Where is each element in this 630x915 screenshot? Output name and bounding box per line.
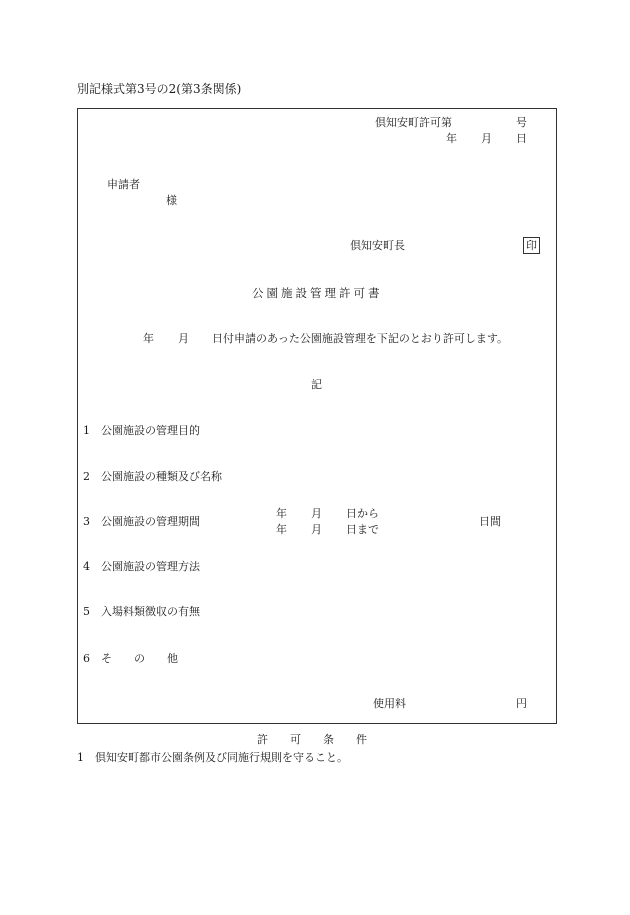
item-label: 公園施設の管理方法 (101, 560, 200, 573)
item-number: 4 (83, 560, 90, 573)
issue-date-day: 日 (516, 132, 527, 145)
period-from-label: 日から (346, 507, 379, 520)
honorific: 様 (166, 194, 177, 207)
application-year: 年 (143, 332, 154, 345)
permit-number-prefix: 倶知安町許可第 (375, 116, 452, 129)
condition-item: 1 倶知安町都市公園条例及び同施行規則を守ること。 (77, 751, 348, 764)
conditions-heading: 許 可 条 件 (257, 733, 367, 746)
period-to-year: 年 (276, 523, 287, 536)
issue-date-year: 年 (446, 132, 457, 145)
document-title: 公園施設管理許可書 (252, 286, 383, 300)
applicant-label: 申請者 (107, 178, 140, 191)
seal-box: 印 (523, 237, 540, 254)
ki-heading: 記 (311, 378, 322, 391)
fee-label: 使用料 (373, 697, 406, 710)
item-label: 公園施設の管理期間 (101, 515, 200, 528)
body-text: 日付申請のあった公園施設管理を下記のとおり許可します。 (212, 332, 509, 345)
item-number: 3 (83, 515, 90, 528)
item-number: 1 (83, 424, 90, 437)
application-month: 月 (178, 332, 189, 345)
fee-yen: 円 (516, 697, 527, 710)
issue-date-month: 月 (481, 132, 492, 145)
form-label: 別記様式第3号の2(第3条関係) (77, 82, 242, 96)
period-days-label: 日間 (479, 515, 501, 528)
issuer-name: 倶知安町長 (350, 239, 405, 252)
period-to-label: 日まで (346, 523, 379, 536)
permit-document-frame (77, 108, 557, 724)
permit-number-suffix: 号 (516, 116, 527, 129)
item-number: 5 (83, 605, 90, 618)
period-from-year: 年 (276, 507, 287, 520)
item-label: そ の 他 (101, 652, 178, 665)
item-number: 2 (83, 470, 90, 483)
item-label: 公園施設の管理目的 (101, 424, 200, 437)
item-label: 入場料類徴収の有無 (101, 605, 200, 618)
period-to-month: 月 (311, 523, 322, 536)
item-number: 6 (83, 652, 90, 665)
item-label: 公園施設の種類及び名称 (101, 470, 222, 483)
period-from-month: 月 (311, 507, 322, 520)
